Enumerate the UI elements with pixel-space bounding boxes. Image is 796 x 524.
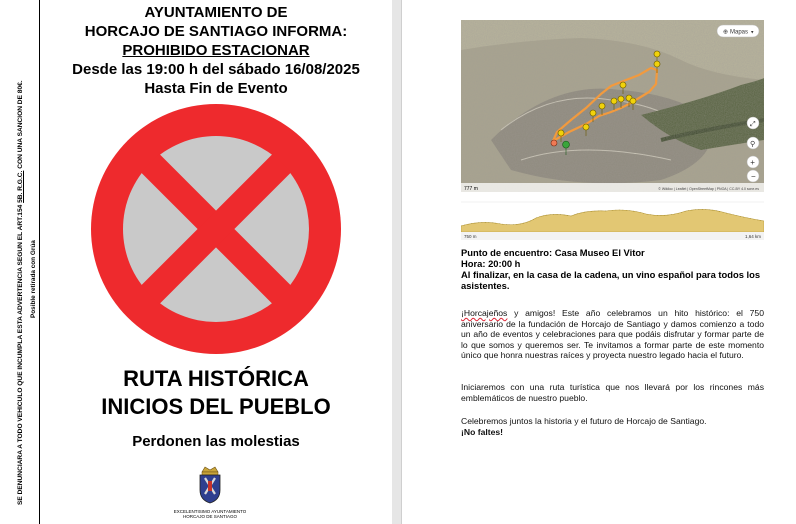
map-zoom-in-button[interactable]: [747, 156, 759, 168]
header-prohibido: PROHIBIDO ESTACIONAR: [122, 42, 310, 59]
town-logo: [160, 464, 260, 522]
coat-of-arms-icon: [197, 464, 223, 504]
svg-text:⊕: ⊕: [723, 29, 729, 36]
event-closing: Al finalizar, en la casa de la cadena, un vino español para todos los asistentes.: [461, 269, 761, 291]
map-fullscreen-button[interactable]: [747, 117, 759, 129]
closing-paragraph: [461, 416, 764, 437]
route-paragraph: Iniciaremos con una ruta turística que nos llevará por los rincones más emblemáticos de nuestro pueblo.: [461, 382, 764, 403]
profile-end-label: 1,64 km: [744, 234, 761, 239]
vertical-notice-line1: [17, 80, 24, 505]
map-share-button[interactable]: [747, 137, 759, 149]
svg-text:⤢: ⤢: [750, 120, 756, 128]
map-layers-button[interactable]: [717, 25, 759, 37]
event-time: Hora: 20:00 h: [461, 258, 521, 269]
no-parking-sign-icon: [87, 100, 345, 358]
profile-start-label: 750 m: [464, 234, 477, 239]
intro-paragraph: [461, 308, 764, 361]
route-end-marker: [551, 140, 557, 146]
intro-text: y amigos! Este año celebramos un hito histórico: el 750 aniversario de la fundación de Horcajo de Santiago y damos comienzo a todo un año de eventos y celebraciones para que podáis disfrutar y formar parte de lo que somos y queremos ser. Te invitamos a formar parte de este momento único que honra nuestras raíces y proyecta nuestro legado hacia el futuro.: [461, 308, 764, 361]
notice-text-a: SE DENUNCIARA A TODO VEHICULO QUE INCUMPLA ESTA ADVERTENCIA SEGUN EL ART.154: [17, 202, 24, 505]
closing-line2: ¡No faltes!: [461, 426, 504, 437]
title-line1: RUTA HISTÓRICA: [123, 366, 309, 391]
notice-text-article: 5B. R.G.C.: [17, 170, 24, 203]
title-block: [40, 365, 392, 421]
meeting-point: Punto de encuentro: Casa Museo El Vitor: [461, 247, 645, 258]
route-map[interactable]: [461, 20, 764, 192]
vertical-notice-line2: Posible retirada con Grúa: [30, 240, 37, 318]
right-page: [401, 0, 796, 524]
header-date: Desde las 19:00 h del sábado 16/08/2025: [72, 61, 360, 78]
map-attribution: © Wikiloc | Leaflet | OpenStreetMap | PNOA | CC-BY 4.0 scne.es: [658, 187, 759, 191]
map-scale: 777 m: [464, 186, 478, 192]
left-page: [0, 0, 392, 524]
subtitle: Perdonen las molestias: [132, 433, 300, 450]
title-line2: INICIOS DEL PUEBLO: [101, 394, 331, 419]
closing-line1: Celebremos juntos la historia y el futuro de Horcajo de Santiago.: [461, 416, 707, 426]
subtitle-block: [40, 433, 392, 451]
svg-text:+: +: [750, 158, 755, 167]
map-zoom-out-button[interactable]: [747, 170, 759, 182]
notice-text-c: CON UNA SANCION DE 80€.: [17, 80, 24, 171]
svg-text:⚲: ⚲: [750, 140, 756, 148]
header-line2: HORCAJO DE SANTIAGO INFORMA:: [84, 23, 348, 40]
svg-text:Mapas: Mapas: [730, 29, 749, 36]
header-block: [40, 3, 392, 98]
svg-text:−: −: [751, 172, 756, 181]
elevation-profile[interactable]: [461, 200, 764, 240]
greeting-word: ¡Horcajeños: [461, 308, 508, 318]
header-line1: AYUNTAMIENTO DE: [144, 4, 288, 21]
event-info: [461, 247, 771, 291]
logo-text-line1: EXCELENTISIMO AYUNTAMIENTO: [173, 509, 247, 514]
logo-text-line2: HORCAJO DE SANTIAGO: [182, 514, 237, 519]
svg-text:▾: ▾: [751, 29, 754, 36]
vertical-notice: [0, 0, 40, 524]
header-until: Hasta Fin de Evento: [144, 80, 288, 97]
